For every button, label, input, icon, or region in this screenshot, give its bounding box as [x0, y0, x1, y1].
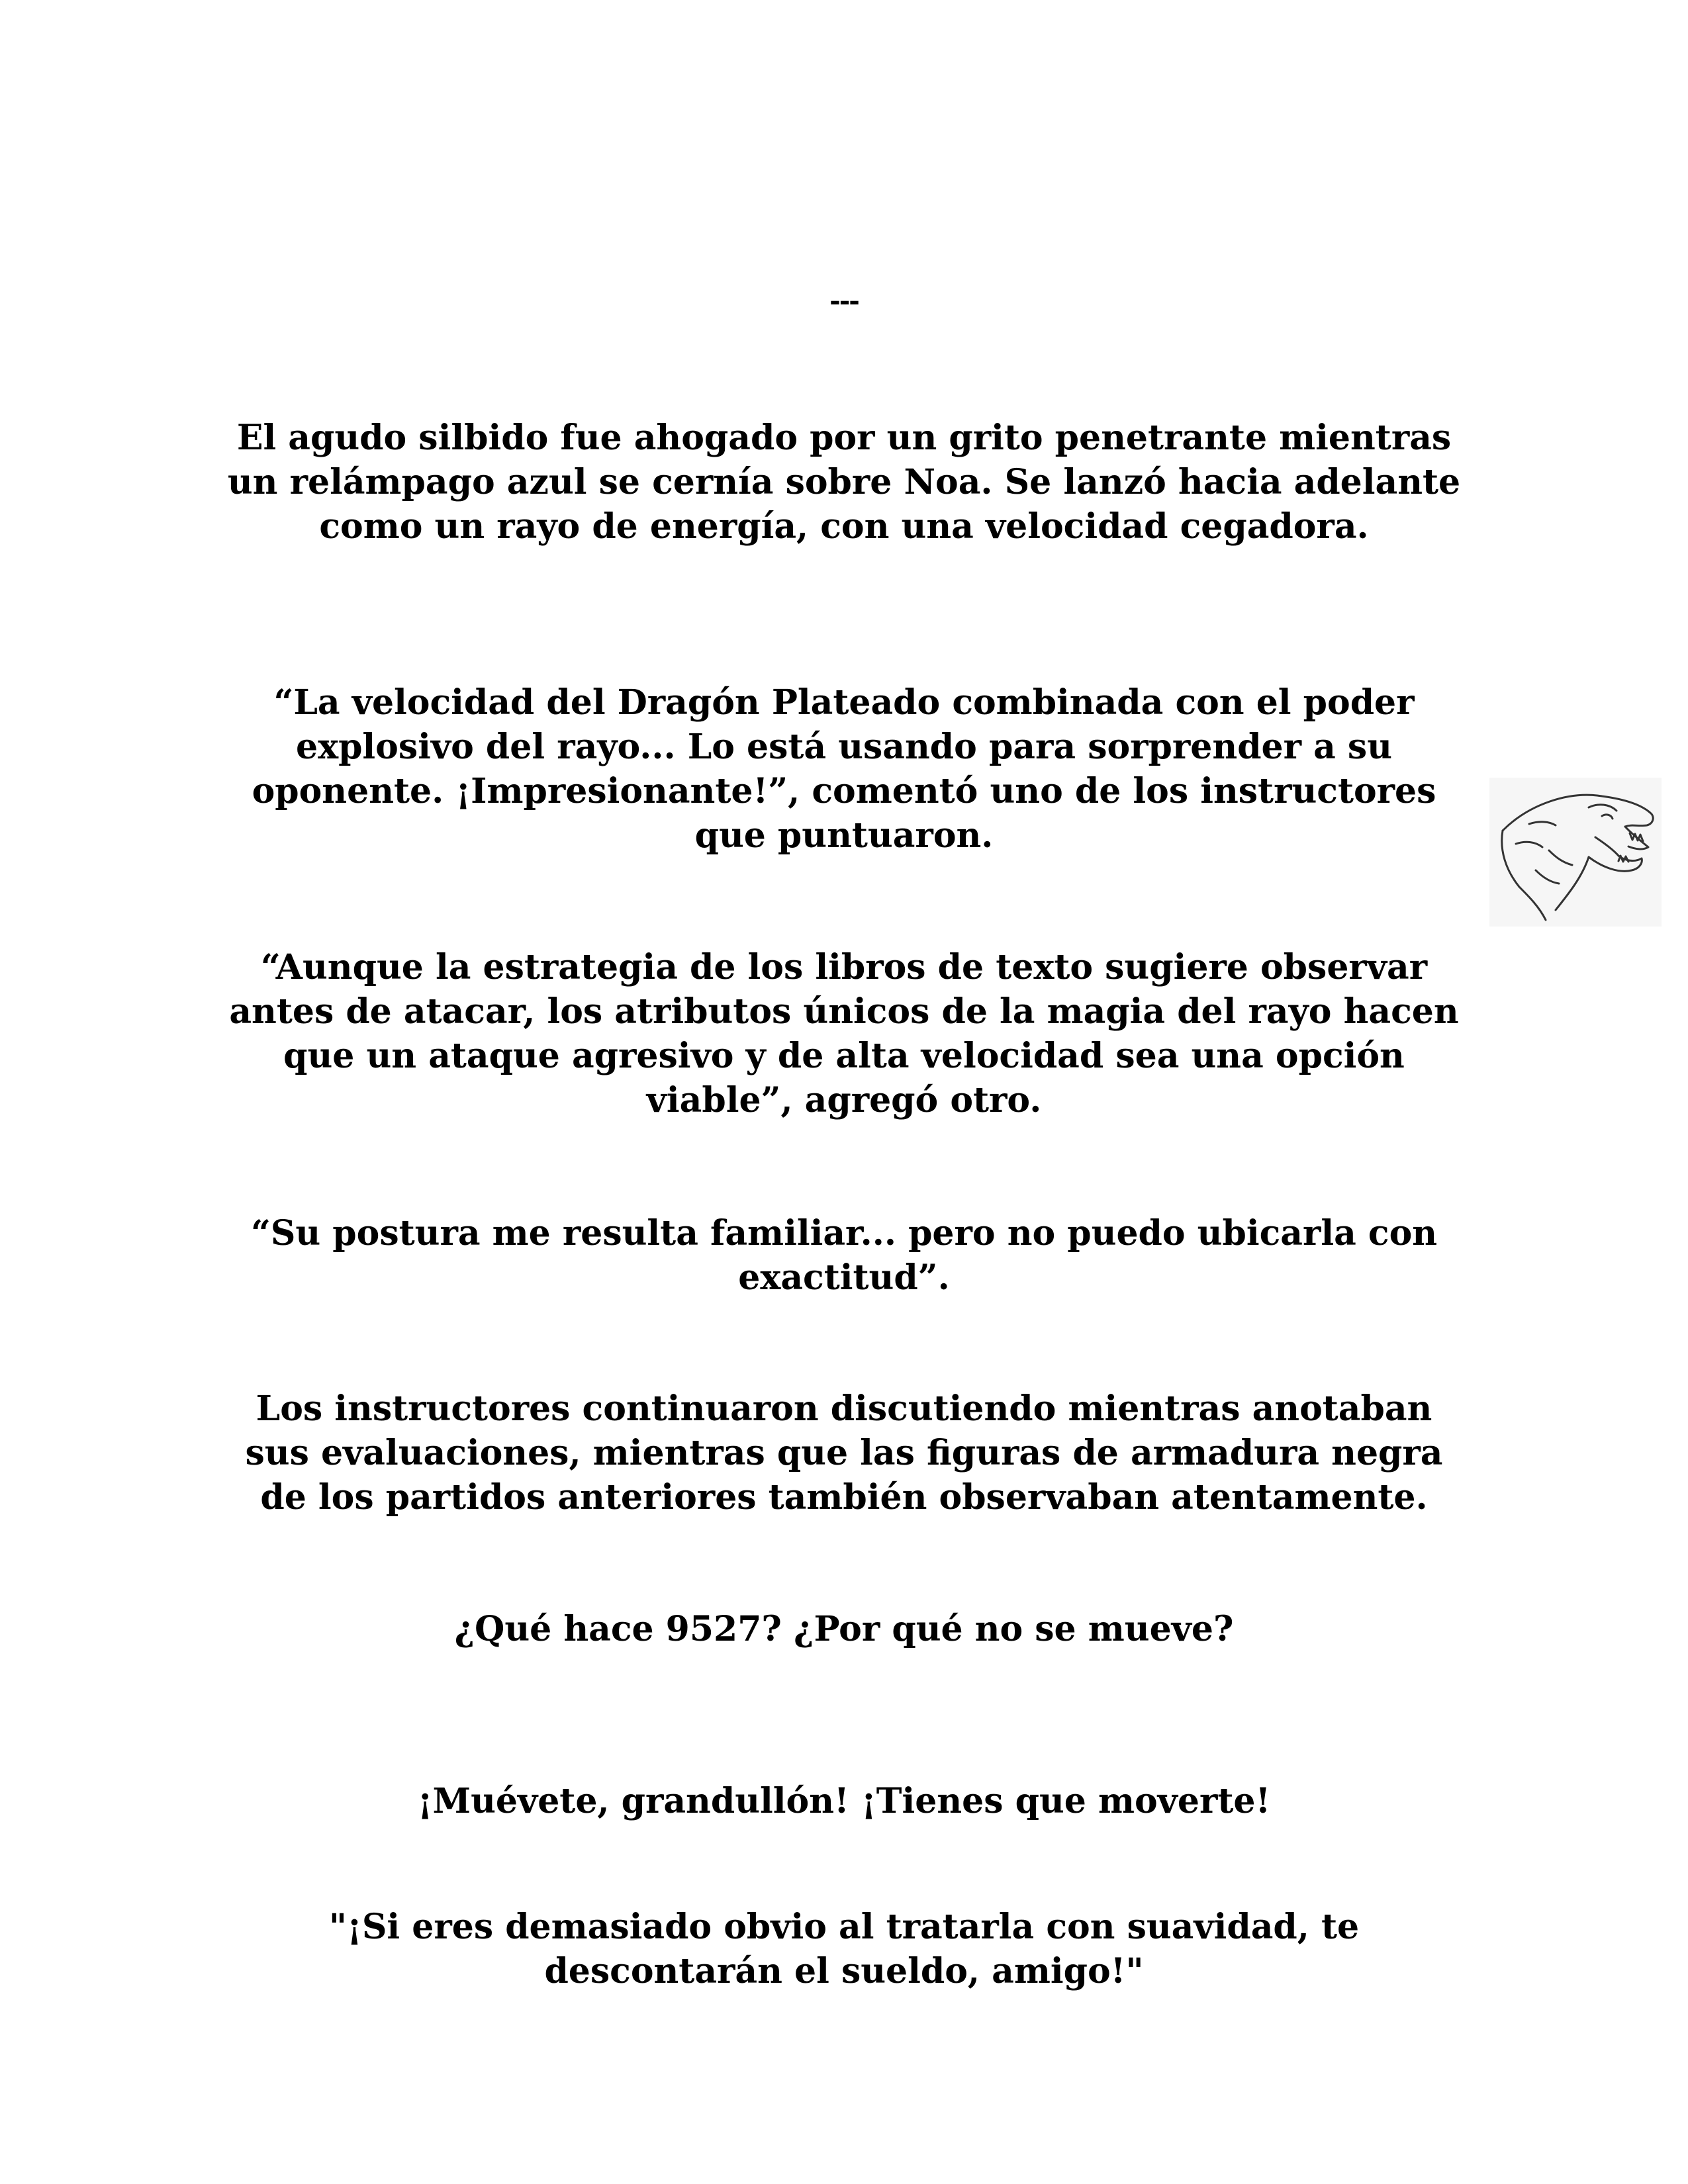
paragraph-7: ¡Muévete, grandullón! ¡Tienes que moverte!: [417, 1781, 1271, 1821]
dinosaur-sketch-icon: [1489, 778, 1662, 927]
paragraph-4: “Su postura me resulta familiar... pero no puedo ubicarla con exactitud”.: [250, 1213, 1438, 1298]
paragraph-5: Los instructores continuaron discutiendo mientras anotaban sus evaluaciones, mientras que las figuras de armadura negra de los partidos anteriores también observaban atentamente.: [245, 1388, 1443, 1518]
paragraph-2: “La velocidad del Dragón Plateado combinada con el poder explosivo del rayo... Lo está usando para sorprender a su oponente. ¡Impresionante!”, comentó uno de los instructores que puntuaron.: [252, 682, 1436, 856]
paragraph-3: “Aunque la estrategia de los libros de texto sugiere observar antes de atacar, los atributos únicos de la magia del rayo hacen que un ataque agresivo y de alta velocidad sea una opción viable”, agregó otro.: [229, 947, 1459, 1120]
paragraph-6: ¿Qué hace 9527? ¿Por qué no se mueve?: [454, 1609, 1234, 1649]
section-separator: ---: [829, 285, 859, 316]
paragraph-1: El agudo silbido fue ahogado por un grito penetrante mientras un relámpago azul se cernía sobre Noa. Se lanzó hacia adelante como un rayo de energía, con una velocidad cegadora.: [227, 418, 1461, 547]
paragraph-8: "¡Si eres demasiado obvio al tratarla con suavidad, te descontarán el sueldo, amigo!": [328, 1907, 1360, 1991]
